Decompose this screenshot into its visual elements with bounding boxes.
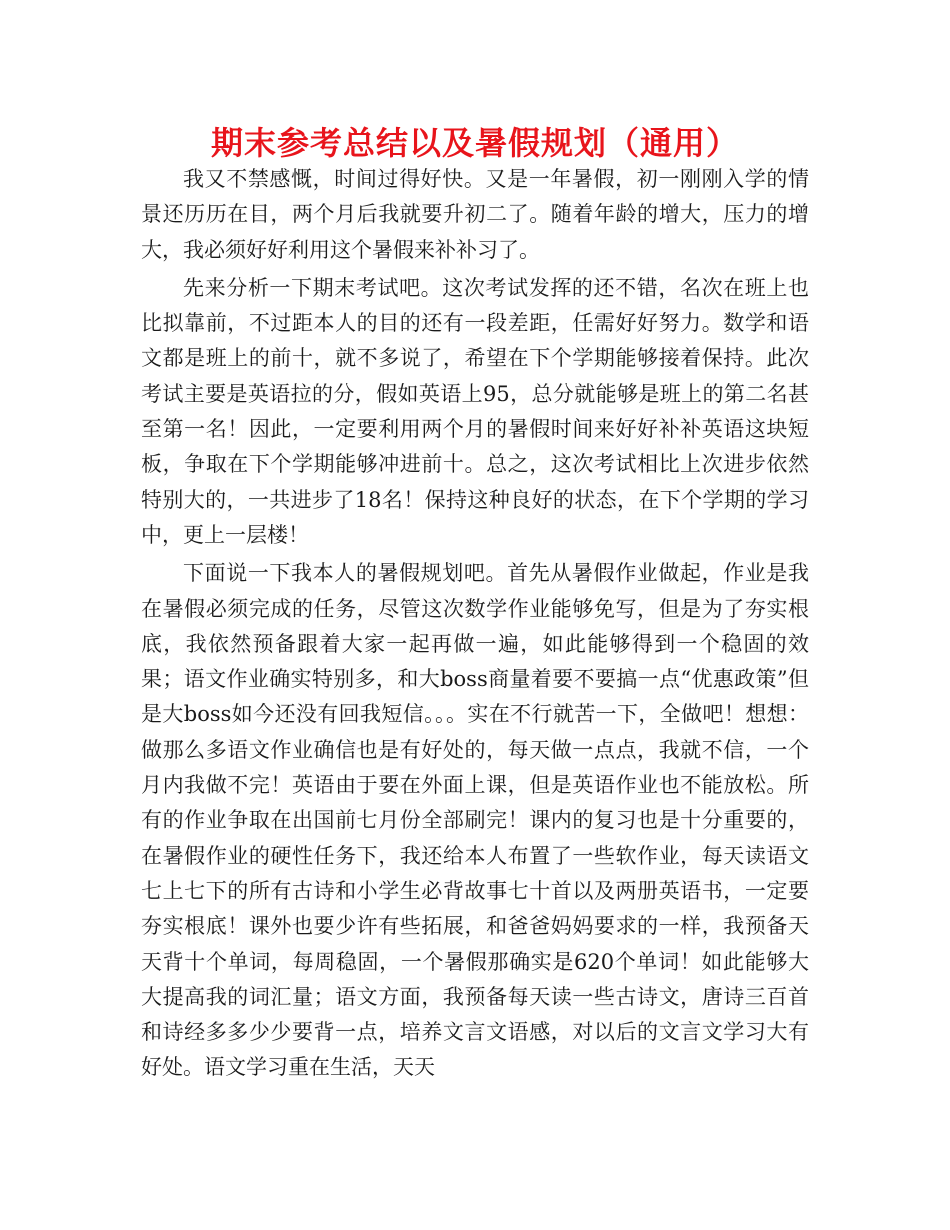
paragraph-summer-plan: 下面说一下我本人的暑假规划吧。首先从暑假作业做起，作业是我在暑假必须完成的任务，尽管这次数学作业能够免写，但是为了夯实根底，我依然预备跟着大家一起再做一遍，如此能够得到一个稳固的效果；语文作业确实特别多，和大boss商量着要不要搞一点“优惠政策”但是大boss如今还没有回我短信。。。实在不行就苦一下，全做吧！想想：做那么多语文作业确信也是有好处的，每天做一点点，我就不信，一个月内我做不完！英语由于要在外面上课，但是英语作业也不能放松。所有的作业争取在出国前七月份全部刷完！课内的复习也是十分重要的，在暑假作业的硬性任务下，我还给本人布置了一些软作业，每天读语文七上七下的所有古诗和小学生必背故事七十首以及两册英语书，一定要夯实根底！课外也要少许有些拓展，和爸爸妈妈要求的一样，我预备天天背十个单词，每周稳固，一个暑假那确实是620个单词！如此能够大大提高我的词汇量；语文方面，我预备每天读一些古诗文，唐诗三百首和诗经多多少少要背一点，培养文言文语感，对以后的文言文学习大有好处。语文学习重在生活，天天: [141, 561, 809, 1080]
paragraph-intro: 我又不禁感慨，时间过得好快。又是一年暑假，初一刚刚入学的情景还历历在目，两个月后我就要升初二了。随着年龄的增大，压力的增大，我必须好好利用这个暑假来补补习了。: [141, 167, 809, 262]
paragraph-exam-analysis: 先来分析一下期末考试吧。这次考试发挥的还不错，名次在班上也比拟靠前，不过距本人的目的还有一段差距，任需好好努力。数学和语文都是班上的前十，就不多说了，希望在下个学期能够接着保持。此次考试主要是英语拉的分，假如英语上95，总分就能够是班上的第二名甚至第一名！因此，一定要利用两个月的暑假时间来好好补补英语这块短板，争取在下个学期能够冲进前十。总之，这次考试相比上次进步依然特别大的，一共进步了18名！保持这种良好的状态，在下个学期的学习中，更上一层楼！: [141, 275, 809, 547]
document-title: 期末参考总结以及暑假规划（通用）: [210, 124, 739, 162]
document-body: [141, 162, 809, 1089]
